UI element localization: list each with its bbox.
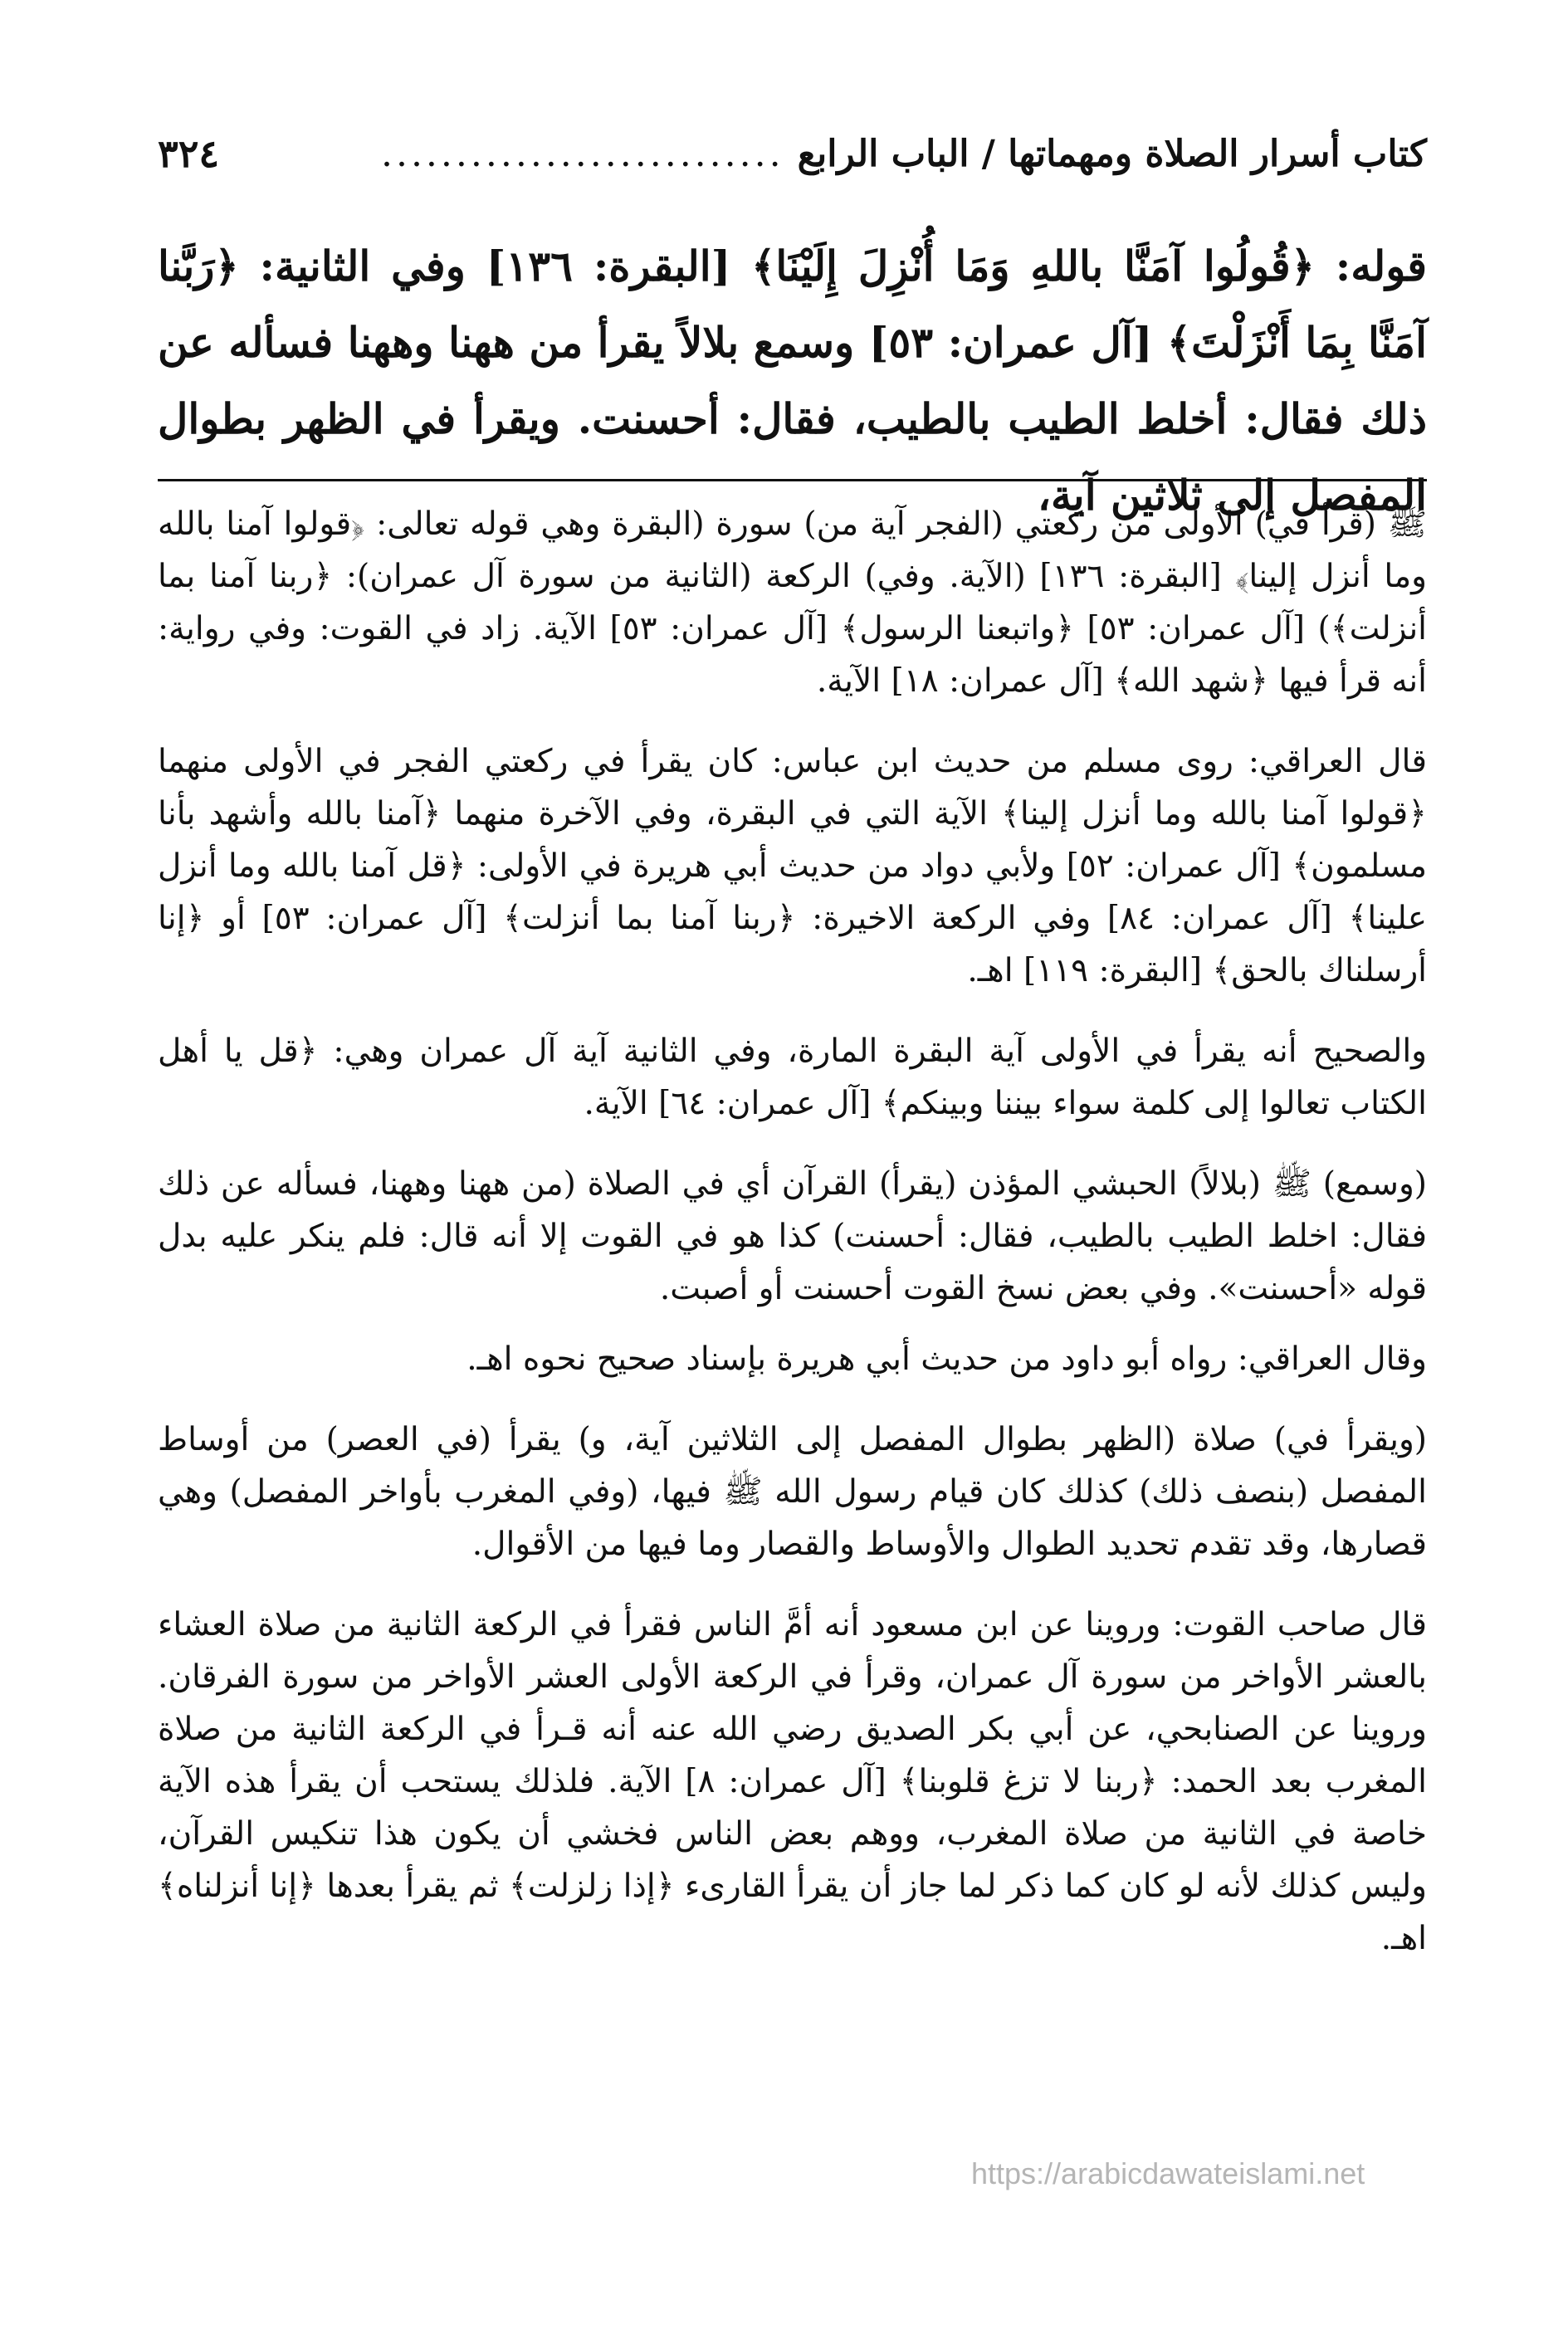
main-text-line-1: قوله: ﴿قُولُوا آمَنَّا باللهِ وَمَا أُنْزِلَ إِلَيْنَا﴾ [البقرة: ١٣٦] وفي الثانية: ﴿رَبَّنا آمَنَّا بِمَا — [158, 242, 1427, 367]
commentary-paragraph: قال صاحب القوت: وروينا عن ابن مسعود أنه أمَّ الناس فقرأ في الركعة الثانية من صلاة العشاء بالعشر الأواخر من سورة آل عمران، وقرأ في الركعة الأولى العشر الأواخر من سورة الفرقان. وروينا عن الصنابحي، عن أبي بكر الصديق رضي الله عنه أنه قـرأ في الركعة الثانية من صلاة المغرب بعد الحمد: ﴿ربنا لا تزغ قلوبنا﴾ [آل عمران: ٨] الآية. فلذلك يستحب أن يقرأ هذه الآية خاصة في الثانية من صلاة المغرب، ووهم بعض الناس فخشي أن يكون هذا تنكيس القرآن، وليس كذلك لأنه لو كان كما ذكر لما جاز أن يقرأ القارىء ﴿إذا زلزلت﴾ ثم يقرأ بعدها ﴿إنا أنزلناه﴾ اهـ. — [158, 1606, 1427, 1957]
commentary — [158, 498, 1427, 1965]
main-text-line-2: أَنْزَلْتَ﴾ [آل عمران: ٥٣] وسمع بلالاً يقرأ من ههنا وههنا فسأله عن ذلك فقال: — [158, 318, 1427, 443]
leader-dots: ........................... — [380, 132, 784, 175]
page-header — [158, 125, 1427, 183]
commentary-paragraph: والصحيح أنه يقرأ في الأولى آية البقرة المارة، وفي الثانية آية آل عمران وهي: ﴿قل يا أهل الكتاب تعالوا إلى كلمة سواء بيننا وبينكم﴾ [آل عمران: ٦٤] الآية. — [158, 1033, 1427, 1122]
commentary-paragraph: وقال العراقي: رواه أبو داود من حديث أبي هريرة بإسناد صحيح نحوه اهـ. — [466, 1340, 1427, 1378]
commentary-paragraph: قال العراقي: روى مسلم من حديث ابن عباس: كان يقرأ في ركعتي الفجر في الأولى منهما ﴿قولوا آمنا بالله وما أنزل إلينا﴾ الآية التي في البقرة، وفي الآخرة منهما ﴿آمنا بالله وأشهد بأنا مسلمون﴾ [آل عمران: ٥٢] ولأبي دواد من حديث أبي هريرة في الأولى: ﴿قل آمنا بالله وما أنزل علينا﴾ [آل عمران: ٨٤] وفي الركعة الاخيرة: ﴿ربنا آمنا بما أنزلت﴾ [آل عمران: ٥٣] أو ﴿إنا أرسلناك بالحق﴾ [البقرة: ١١٩] اهـ. — [158, 743, 1427, 989]
separator-rule — [158, 479, 1427, 481]
main-text — [158, 228, 1427, 534]
commentary-paragraph: (وسمع) ﷺ (بلالاً) الحبشي المؤذن (يقرأ) القرآن أي في الصلاة (من ههنا وههنا، فسأله عن ذلك فقال: اخلط الطيب بالطيب، فقال: أحسنت) كذا هو في القوت إلا أنه قال: فلم ينكر عليه بدل قوله «أحسنت». وفي بعض نسخ القوت أحسنت أو أصبت. — [158, 1165, 1427, 1307]
main-text-line-3: أخلط الطيب بالطيب، فقال: أحسنت. ويقرأ في الظهر بطوال المفصل إلى ثلاثين آية، — [158, 394, 1427, 520]
watermark-url: https://arabicdawateislami.net — [971, 2156, 1365, 2190]
running-head — [381, 133, 1427, 175]
page-number: ٣٢٤ — [158, 131, 220, 176]
commentary-paragraph: (ويقرأ في) صلاة (الظهر بطوال المفصل إلى الثلاثين آية، و) يقرأ (في العصر) من أوساط المفصل (بنصف ذلك) كذلك كان قيام رسول الله ﷺ فيها، (وفي المغرب بأواخر المفصل) وهي قصارها، وقد تقدم تحديد الطوال والأوساط والقصار وما فيها من الأقوال. — [158, 1421, 1427, 1563]
commentary-paragraph: ﷺ (قرأ في) الأولى من ركعتي (الفجر آية من) سورة (البقرة وهي قوله تعالى: ﴿قولوا آمنا بالله وما أنزل إلينا﴾ [البقرة: ١٣٦] (الآية. وفي) الركعة (الثانية من سورة آل عمران): ﴿ربنا آمنا بما أنزلت﴾) [آل عمران: ٥٣] ﴿واتبعنا الرسول﴾ [آل عمران: ٥٣] الآية. زاد في القوت: وفي رواية: أنه قرأ فيها ﴿شهد الله﴾ [آل عمران: ١٨] الآية. — [158, 505, 1428, 700]
running-title: كتاب أسرار الصلاة ومهماتها / الباب الرابع — [797, 132, 1427, 175]
